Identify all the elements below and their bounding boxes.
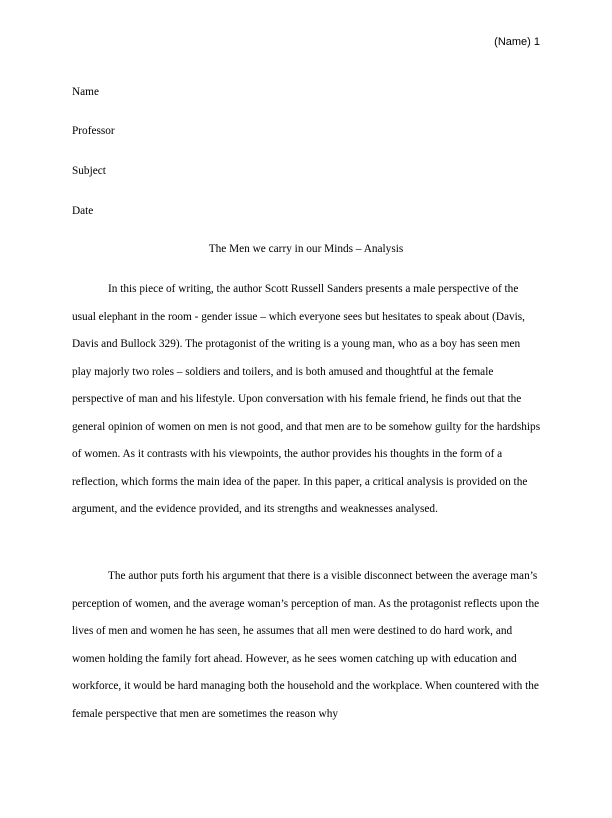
essay-title: The Men we carry in our Minds – Analysis bbox=[208, 243, 404, 255]
running-header: (Name) 1 bbox=[494, 36, 540, 48]
body-paragraph-1: In this piece of writing, the author Scott Russell Sanders presents a male perspective of the usual elephant in the room - gender issue – which everyone sees but hesitates to speak about (Davis, Davis and Bullock 329). The protagonist of the writing is a young man, who as a boy has seen men play majorly two roles – soldiers and toilers, and is both amused and thoughtful at the female perspective of man and his lifestyle. Upon conversation with his female friend, he finds out that the general opinion of women on men is not good, and that men are to be somehow guilty for the hardships of women. As it contrasts with his viewpoints, the author provides his thoughts in the form of a reflection, which forms the main idea of the paper. In this paper, a critical analysis is provided on the argument, and the evidence provided, and its strengths and weaknesses analysed. bbox=[72, 283, 541, 515]
heading-subject: Subject bbox=[72, 165, 106, 177]
heading-professor: Professor bbox=[72, 125, 115, 137]
body-paragraph-2: The author puts forth his argument that there is a visible disconnect between the average man’s perception of women, and the average woman’s perception of man. As the protagonist reflects upon the lives of men and women he has seen, he assumes that all men were destined to do hard work, and women holding the family fort ahead. However, as he sees women catching up with education and workforce, it would be hard managing both the household and the workplace. When countered with the female perspective that men are sometimes the reason why bbox=[72, 570, 540, 720]
heading-date: Date bbox=[72, 205, 94, 217]
heading-name: Name bbox=[72, 86, 99, 98]
